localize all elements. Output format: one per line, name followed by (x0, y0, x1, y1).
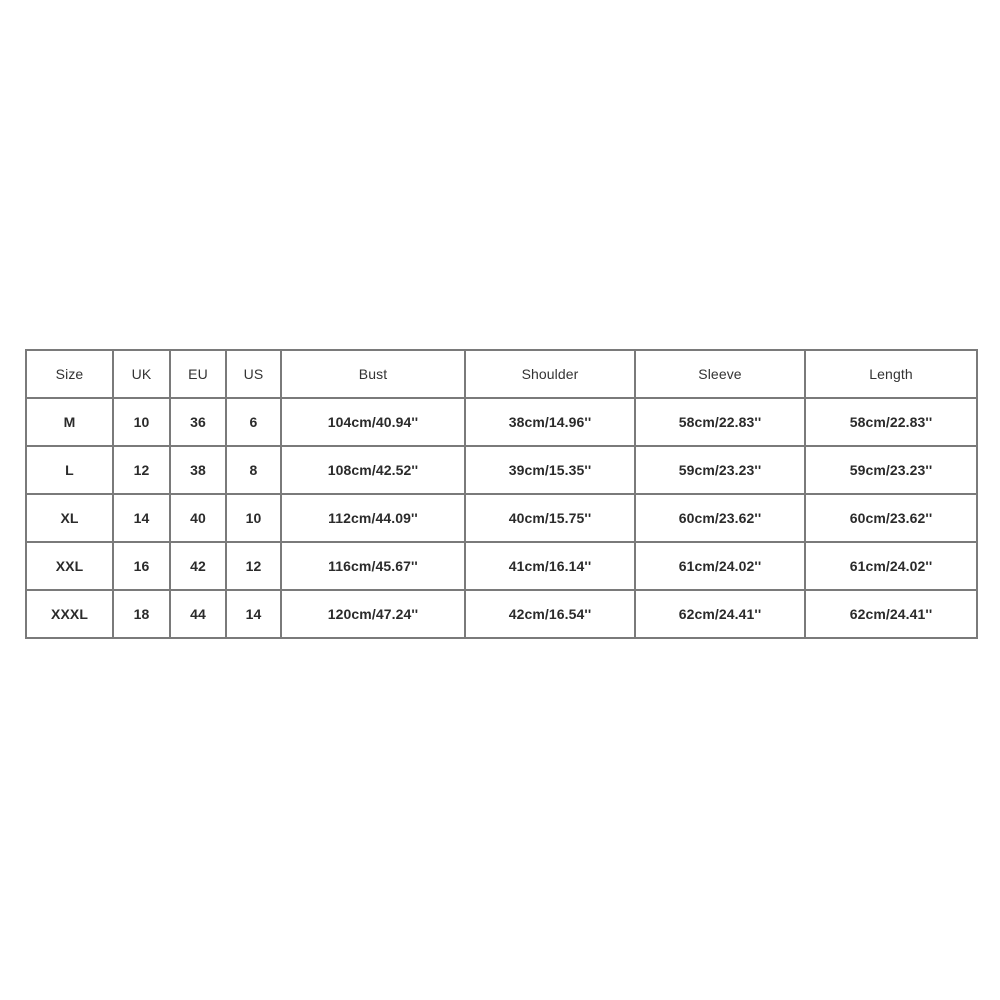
cell-shoulder: 41cm/16.14'' (465, 542, 635, 590)
cell-us: 8 (226, 446, 281, 494)
header-eu: EU (170, 350, 226, 398)
table-row (26, 542, 977, 590)
cell-us: 14 (226, 590, 281, 638)
cell-size: XL (26, 494, 113, 542)
cell-size: XXL (26, 542, 113, 590)
cell-eu: 38 (170, 446, 226, 494)
cell-us: 6 (226, 398, 281, 446)
cell-uk: 12 (113, 446, 170, 494)
cell-us: 10 (226, 494, 281, 542)
table-header-row (26, 350, 977, 398)
cell-eu: 40 (170, 494, 226, 542)
cell-length: 58cm/22.83'' (805, 398, 977, 446)
cell-bust: 104cm/40.94'' (281, 398, 465, 446)
table-row (26, 494, 977, 542)
table-row (26, 398, 977, 446)
cell-eu: 36 (170, 398, 226, 446)
cell-size: L (26, 446, 113, 494)
cell-eu: 44 (170, 590, 226, 638)
table-row (26, 446, 977, 494)
cell-uk: 18 (113, 590, 170, 638)
cell-shoulder: 39cm/15.35'' (465, 446, 635, 494)
cell-length: 59cm/23.23'' (805, 446, 977, 494)
cell-length: 61cm/24.02'' (805, 542, 977, 590)
cell-shoulder: 42cm/16.54'' (465, 590, 635, 638)
cell-length: 60cm/23.62'' (805, 494, 977, 542)
header-length: Length (805, 350, 977, 398)
header-size: Size (26, 350, 113, 398)
cell-eu: 42 (170, 542, 226, 590)
cell-shoulder: 40cm/15.75'' (465, 494, 635, 542)
cell-sleeve: 58cm/22.83'' (635, 398, 805, 446)
header-uk: UK (113, 350, 170, 398)
header-sleeve: Sleeve (635, 350, 805, 398)
header-shoulder: Shoulder (465, 350, 635, 398)
cell-us: 12 (226, 542, 281, 590)
cell-size: XXXL (26, 590, 113, 638)
cell-bust: 112cm/44.09'' (281, 494, 465, 542)
cell-bust: 108cm/42.52'' (281, 446, 465, 494)
cell-sleeve: 59cm/23.23'' (635, 446, 805, 494)
header-bust: Bust (281, 350, 465, 398)
table-row (26, 590, 977, 638)
cell-uk: 10 (113, 398, 170, 446)
cell-uk: 14 (113, 494, 170, 542)
cell-bust: 120cm/47.24'' (281, 590, 465, 638)
cell-length: 62cm/24.41'' (805, 590, 977, 638)
cell-size: M (26, 398, 113, 446)
cell-sleeve: 61cm/24.02'' (635, 542, 805, 590)
cell-shoulder: 38cm/14.96'' (465, 398, 635, 446)
cell-bust: 116cm/45.67'' (281, 542, 465, 590)
header-us: US (226, 350, 281, 398)
size-chart-table (25, 349, 978, 639)
cell-sleeve: 62cm/24.41'' (635, 590, 805, 638)
cell-sleeve: 60cm/23.62'' (635, 494, 805, 542)
cell-uk: 16 (113, 542, 170, 590)
